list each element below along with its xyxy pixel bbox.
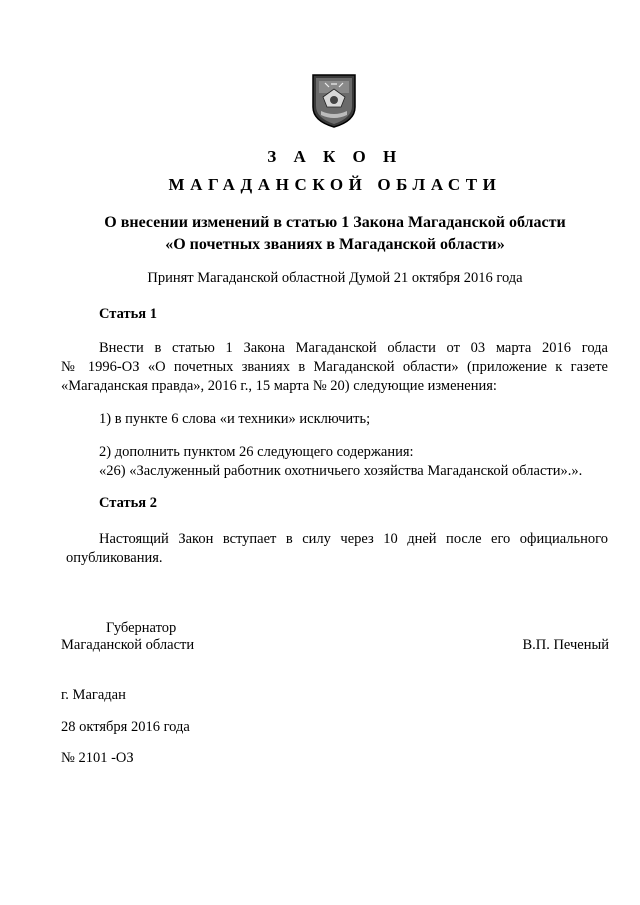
article-2-line-2: опубликования. <box>66 550 163 566</box>
article-1-item-1: 1) в пункте 6 слова «и техники» исключить; <box>99 411 371 427</box>
signing-date: 28 октября 2016 года <box>61 719 190 735</box>
article-1-title: Статья 1 <box>99 306 157 322</box>
article-2-line-1: Настоящий Закон вступает в силу через 10 дней после его официального <box>99 531 608 547</box>
signer-position-line-1: Губернатор <box>106 620 177 636</box>
law-heading-line-1: О внесении изменений в статью 1 Закона Магаданской области <box>104 214 566 231</box>
signing-city: г. Магадан <box>61 687 126 703</box>
document-type-title: З А К О Н <box>267 147 403 166</box>
article-1-item-2-line-2: «26) «Заслуженный работник охотничьего хозяйства Магаданской области».». <box>99 463 583 479</box>
signer-position-line-2: Магаданской области <box>61 637 195 653</box>
article-1-intro-line-1: Внести в статью 1 Закона Магаданской области от 03 марта 2016 года <box>99 340 608 356</box>
issuing-region-title: МАГАДАНСКОЙ ОБЛАСТИ <box>168 175 502 194</box>
article-1-intro-line-3: «Магаданская правда», 2016 г., 15 марта № 20) следующие изменения: <box>61 378 497 394</box>
article-1-intro-line-2: № 1996-ОЗ «О почетных званиях в Магаданской области» (приложение к газете <box>61 359 608 375</box>
magadan-coat-of-arms-icon <box>311 73 357 129</box>
article-2-title: Статья 2 <box>99 495 157 511</box>
article-1-item-2-line-1: 2) дополнить пунктом 26 следующего содержания: <box>99 444 414 460</box>
law-number: № 2101 -ОЗ <box>61 750 134 766</box>
adoption-note: Принят Магаданской областной Думой 21 октября 2016 года <box>147 270 523 286</box>
signer-name: В.П. Печеный <box>522 637 609 653</box>
law-heading-line-2: «О почетных званиях в Магаданской области» <box>165 236 505 253</box>
